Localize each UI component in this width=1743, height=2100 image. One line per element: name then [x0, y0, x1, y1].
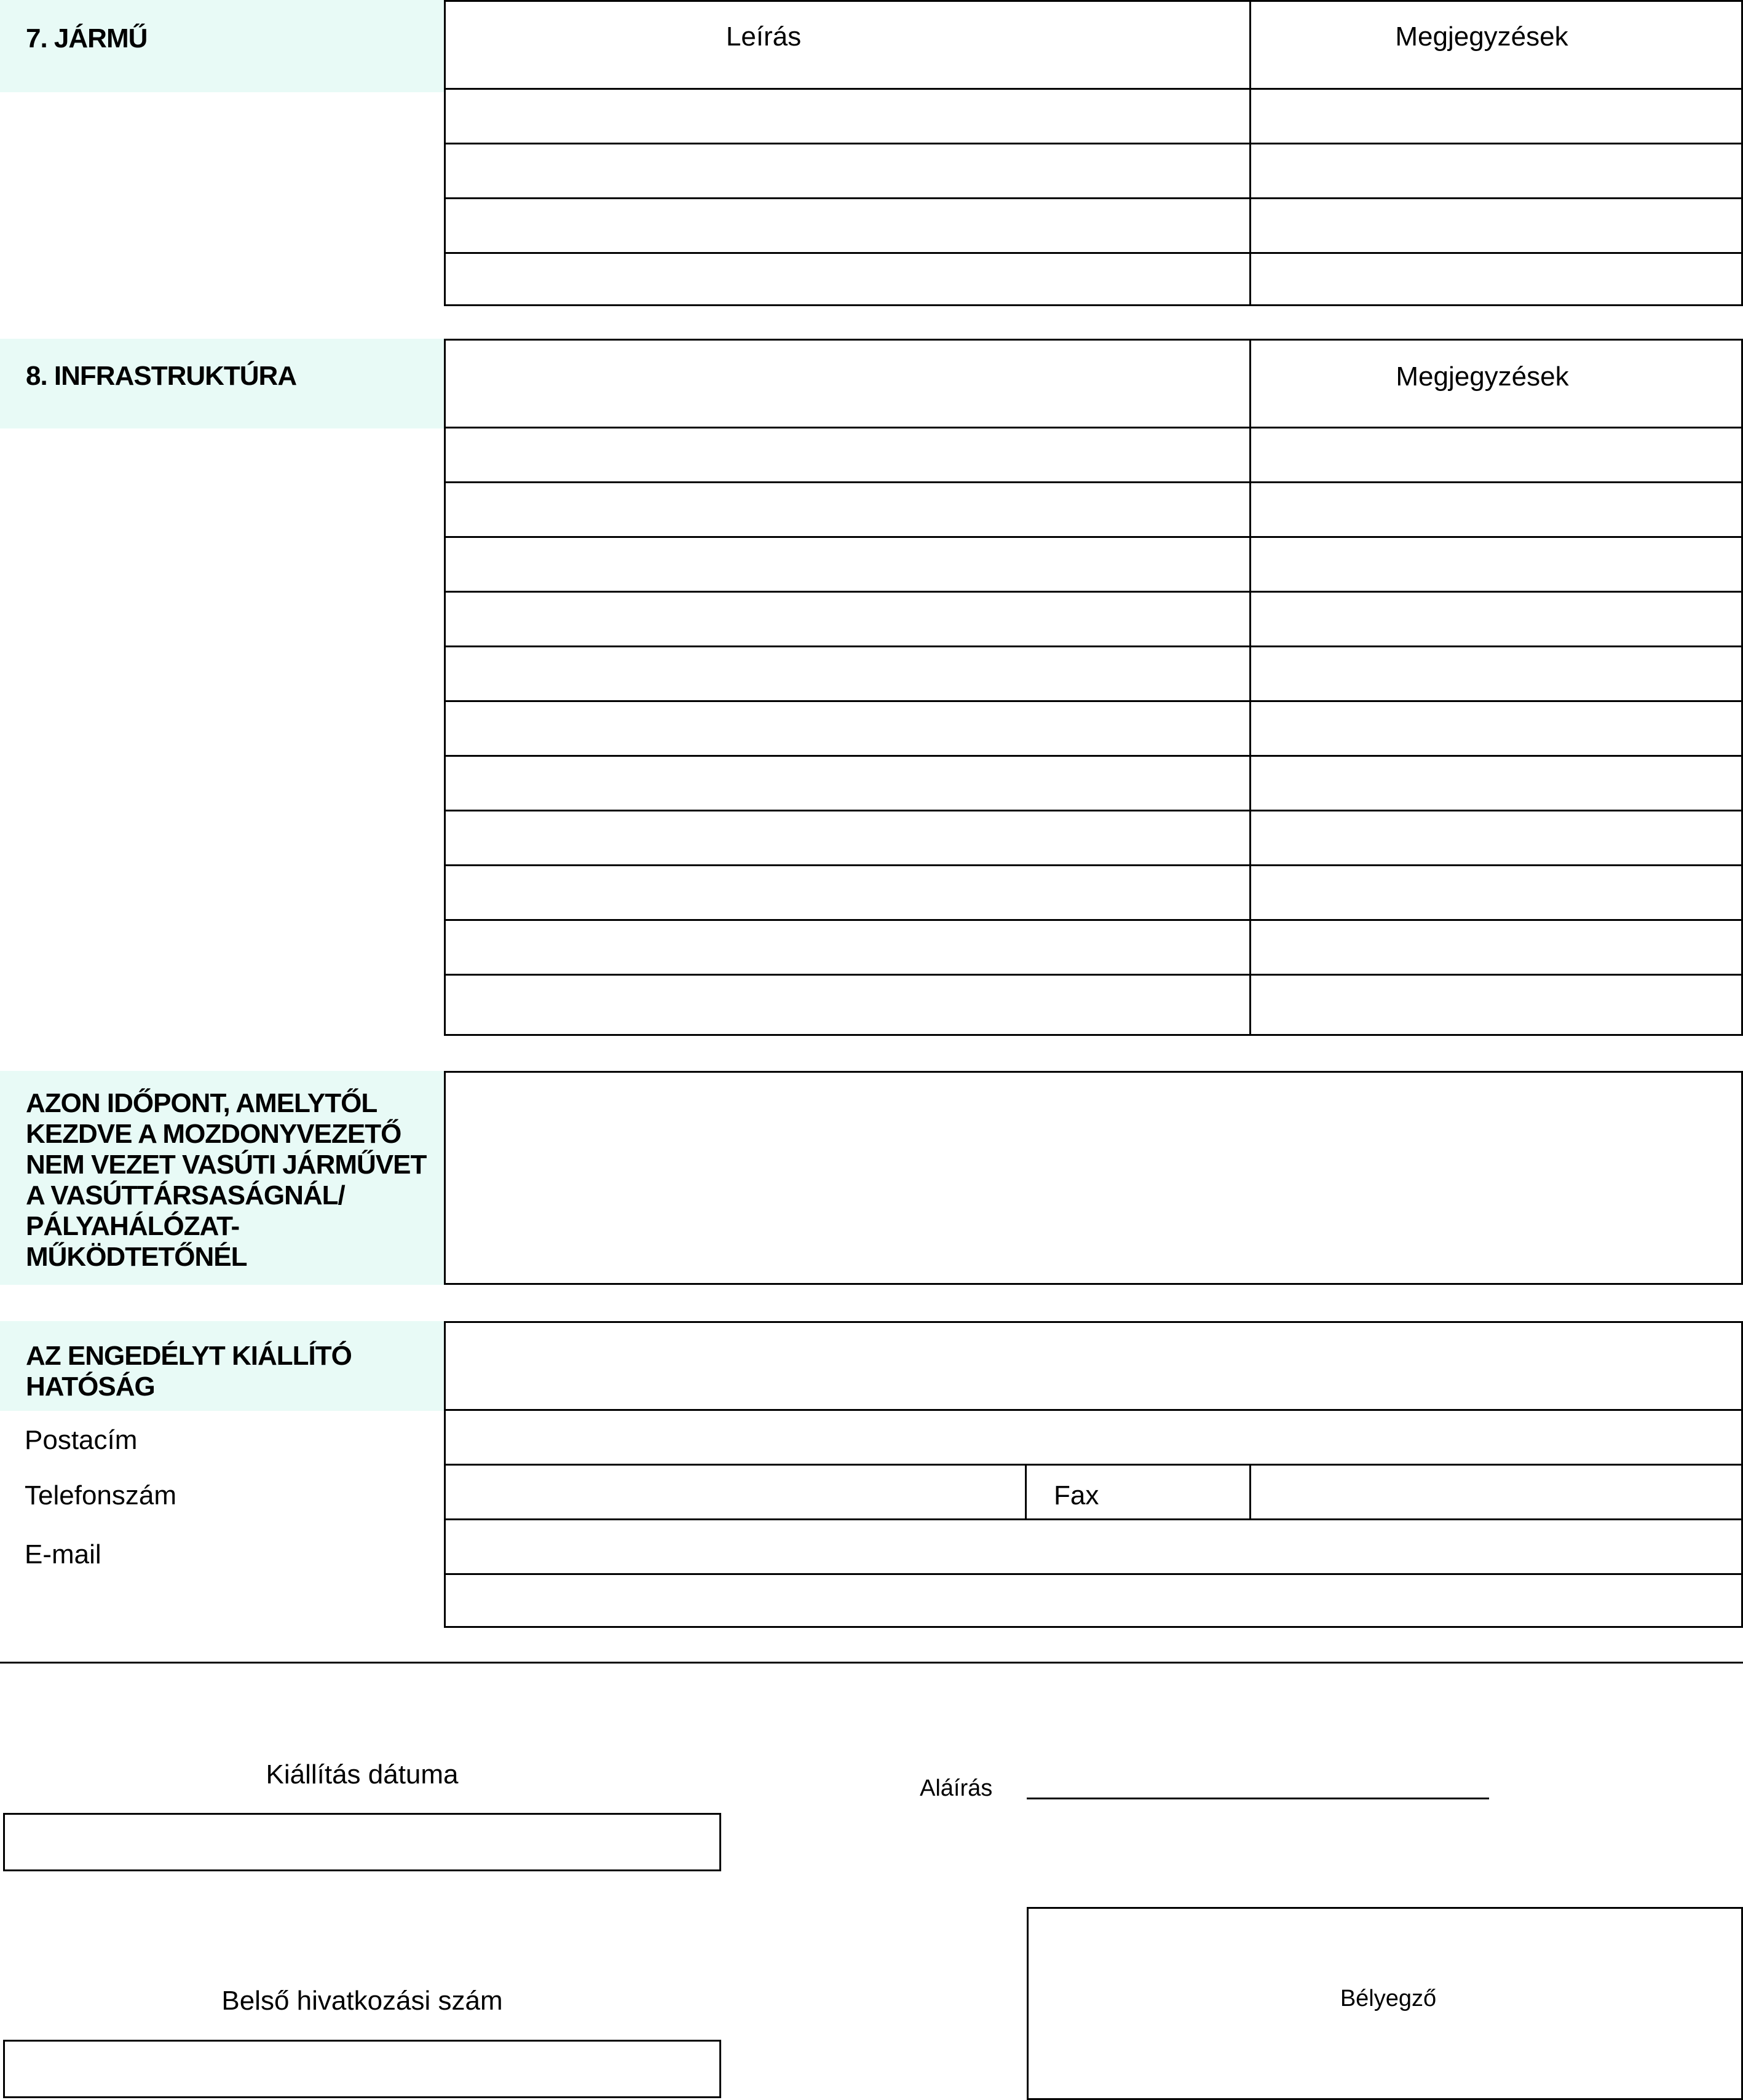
reference-number-field[interactable] [3, 2040, 721, 2098]
infrastructure-remarks-field[interactable] [1252, 539, 1741, 590]
vehicle-row-line [444, 252, 1743, 254]
infrastructure-remarks-field[interactable] [1252, 429, 1741, 480]
infrastructure-description-field[interactable] [446, 867, 1248, 918]
infrastructure-table-divider [1249, 339, 1251, 1036]
infrastructure-row-line [444, 700, 1743, 702]
fax-value-divider [1249, 1464, 1251, 1520]
authority-name-field[interactable] [446, 1324, 1741, 1408]
infrastructure-remarks-field[interactable] [1252, 484, 1741, 535]
infrastructure-col-remarks: Megjegyzések [1396, 361, 1569, 392]
vehicle-description-field[interactable] [446, 145, 1248, 196]
infrastructure-row-line [444, 810, 1743, 811]
infrastructure-remarks-field[interactable] [1252, 703, 1741, 754]
infrastructure-description-field[interactable] [446, 703, 1248, 754]
infrastructure-description-field[interactable] [446, 429, 1248, 480]
vehicle-remarks-field[interactable] [1252, 90, 1741, 141]
vehicle-col-description: Leírás [725, 22, 802, 52]
authority-title-line: HATÓSÁG [26, 1372, 155, 1402]
issue-date-label: Kiállítás dátuma [266, 1759, 459, 1790]
infrastructure-row-line [444, 755, 1743, 757]
email-field[interactable] [446, 1521, 1741, 1572]
infrastructure-row-line [444, 481, 1743, 483]
fax-field[interactable] [1252, 1466, 1741, 1517]
signature-label: Aláírás [920, 1775, 993, 1801]
infrastructure-remarks-field[interactable] [1252, 757, 1741, 808]
authority-row-line [444, 1409, 1743, 1411]
infrastructure-row-line [444, 536, 1743, 538]
infrastructure-remarks-field[interactable] [1252, 812, 1741, 863]
fax-label-divider [1025, 1464, 1027, 1520]
vehicle-row-line [444, 197, 1743, 199]
vehicle-remarks-field[interactable] [1252, 200, 1741, 251]
authority-row-line [444, 1464, 1743, 1466]
vehicle-remarks-field[interactable] [1252, 145, 1741, 196]
stop-date-line: NEM VEZET VASÚTI JÁRMŰVET [26, 1150, 427, 1180]
infrastructure-remarks-field[interactable] [1252, 648, 1741, 699]
infrastructure-row-line [444, 974, 1743, 976]
infrastructure-description-field[interactable] [446, 539, 1248, 590]
section-vehicle-title: 7. JÁRMŰ [26, 23, 148, 53]
stop-date-line: KEZDVE A MOZDONYVEZETŐ [26, 1119, 401, 1149]
infrastructure-row-line [444, 645, 1743, 647]
authority-row-line [444, 1573, 1743, 1575]
fax-label: Fax [1054, 1480, 1099, 1510]
postal-address-field[interactable] [446, 1411, 1741, 1462]
infrastructure-row-line [444, 427, 1743, 428]
section-infrastructure-title: 8. INFRASTRUKTÚRA [26, 361, 297, 391]
authority-extra-field[interactable] [446, 1576, 1741, 1625]
infrastructure-description-field[interactable] [446, 648, 1248, 699]
infrastructure-description-field[interactable] [446, 484, 1248, 535]
infrastructure-row-line [444, 919, 1743, 921]
phone-field[interactable] [446, 1466, 1024, 1517]
section-vehicle-label [0, 0, 444, 92]
section-stop-date-label [0, 1071, 444, 1285]
stop-date-line: AZON IDŐPONT, AMELYTŐL [26, 1088, 377, 1118]
vehicle-row-line [444, 143, 1743, 144]
signature-line [1027, 1798, 1489, 1799]
footer-separator [0, 1662, 1743, 1664]
phone-label: Telefonszám [25, 1480, 177, 1510]
infrastructure-remarks-field[interactable] [1252, 867, 1741, 918]
vehicle-description-field[interactable] [446, 255, 1248, 304]
section-infrastructure-label [0, 339, 444, 428]
vehicle-description-field[interactable] [446, 90, 1248, 141]
vehicle-row-line [444, 88, 1743, 90]
infrastructure-description-field[interactable] [446, 812, 1248, 863]
infrastructure-row-line [444, 864, 1743, 866]
vehicle-remarks-field[interactable] [1252, 255, 1741, 304]
stop-date-line: PÁLYAHÁLÓZAT- [26, 1211, 240, 1241]
authority-title-line: AZ ENGEDÉLYT KIÁLLÍTÓ [26, 1341, 352, 1371]
stop-date-line: MŰKÖDTETŐNÉL [26, 1242, 247, 1272]
authority-row-line [444, 1518, 1743, 1520]
stop-date-line: A VASÚTTÁRSASÁGNÁL/ [26, 1180, 345, 1210]
infrastructure-description-field[interactable] [446, 976, 1248, 1033]
issue-date-field[interactable] [3, 1813, 721, 1871]
infrastructure-description-field[interactable] [446, 922, 1248, 973]
infrastructure-description-field[interactable] [446, 757, 1248, 808]
reference-number-label: Belső hivatkozási szám [221, 1986, 503, 2016]
vehicle-description-field[interactable] [446, 200, 1248, 251]
infrastructure-remarks-field[interactable] [1252, 922, 1741, 973]
infrastructure-row-line [444, 591, 1743, 593]
infrastructure-remarks-field[interactable] [1252, 593, 1741, 644]
infrastructure-description-field[interactable] [446, 593, 1248, 644]
postal-address-label: Postacím [25, 1425, 138, 1455]
vehicle-col-remarks: Megjegyzések [1395, 22, 1568, 52]
section-authority-label [0, 1321, 444, 1411]
stamp-label: Bélyegző [1340, 1986, 1437, 2011]
email-label: E-mail [25, 1539, 101, 1569]
infrastructure-remarks-field[interactable] [1252, 976, 1741, 1033]
stop-date-field[interactable] [444, 1071, 1743, 1285]
